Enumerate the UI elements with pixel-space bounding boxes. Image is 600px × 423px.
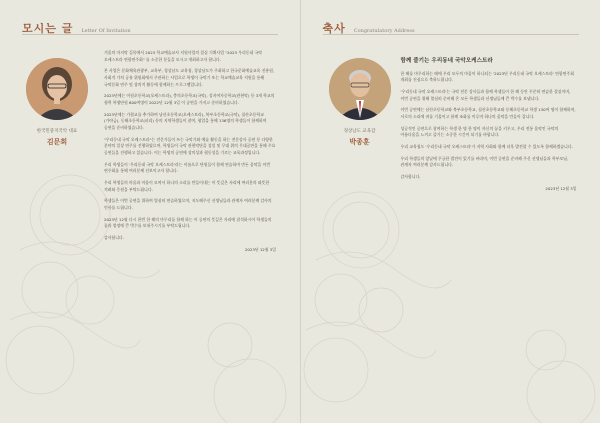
header-divider: [22, 34, 278, 35]
invitation-title: 모시는 글: [22, 22, 74, 35]
portrait-caption: [324, 128, 396, 147]
congratulatory-body: [401, 58, 577, 193]
paragraph: '우리동네 국악 오케스트라'는 국악 전문 강사들과 함께 학생들이 한 해 동안 꾸준히 연습한 결실이며, 이번 공연을 위해 열심히 준비해 온 모든 학생들과 선생님들께 큰 박수를 보냅니다.: [400, 88, 571, 101]
paragraph: 우리 학생들의 마음과 마음이 모여서 하나의 소리를 만들어내는 이 뜻깊은 자리에 여러분의 따뜻한 격려와 응원을 부탁드립니다.: [104, 180, 270, 192]
paragraph: 감사합니다.: [400, 174, 421, 180]
congratulatory-page: [301, 0, 600, 423]
paragraph: "우리동네 국악 오케스트라"는 전문가들이 쓰는 국악기와 예술 활동을 하는 전문강사 공연 등 다양한 분야의 일상 연주를 진행하였으며, 학생들이 국악 관현악단을 창설 및 무대 위의 무대공연을 통해 주요 공연들을 진행하고 있습니다. 이는 학생의 공연에 창의성과 협동성을 기르는 교육과정입니다.: [104, 136, 276, 155]
paragraph: 성공적인 공연으로 참여하는 학생 한 명 한 명이 자신의 꿈을 키우고, 우리 전통 음악인 국악의 아름다움을 느끼고 즐기는 소중한 시간이 되기를 바랍니다.: [400, 125, 559, 138]
congratulatory-date: 2023년 12월 3일: [545, 186, 577, 192]
paragraph: 2023년 12월 다시 한번 한 해의 마무리를 함께 하는 이 공연의 뜻깊은 자리에 참석하시어 학생들의 꿈과 열정에 큰 박수를 보내주시기를 부탁드립니다.: [104, 216, 272, 229]
portrait-photo: [329, 58, 391, 120]
paragraph: 학생들은 이번 공연을 위하여 열심히 연습하였으며, 지도해주신 선생님들과 관계자 여러분께 감사의 인사를 드립니다.: [104, 198, 272, 210]
author-name: 김문희: [46, 138, 68, 146]
author-role: 한국민중지국악 대표: [36, 129, 78, 134]
invitation-date: 2023년 12월 3일: [244, 246, 276, 252]
paragraph: 우리 학생들의 앞날에 무궁한 발전이 있기를 바라며, 이번 공연을 준비해 주신 선생님들과 학부모님, 관계자 여러분께 감사드립니다.: [400, 155, 569, 168]
paragraph: 이번 공연에는 남산초등학교와 북부초등학교, 칠산초등학교와 동해초등학교 학생 130여 명이 함께하며, 서로의 소리에 귀를 기울이고 함께 조화를 이루며 하나의 음악을 만들어 갑니다.: [400, 107, 576, 119]
paragraph: 2023년에는 가협교를 추가하여 남산초등학교(오케스트라), 북부초등학교(국악), 칠산초등학교(가야금), 동해초등학교(피리) 등의 지역학생들이 참여, 협업을 통해 136명의 학생들이 함께하며 공연을 준비하였습니다.: [104, 111, 267, 130]
portrait-photo: [26, 58, 88, 120]
paragraph: 감사합니다.: [104, 235, 125, 241]
paragraph: 본 사업은 문화체육관광부, 교육부, 경상남도 교육청, 경상남도가 주최하고 한국문화예술교육 진흥원, 사회적 가치 공유 위원회에서 주관하는 사업으로 학생이 국악기 또는 학교예술교육 지원을 통해 국악문화 연주 및 창의적 활동에 함께하는 프로그램입니다.: [104, 68, 275, 87]
paragraph: 우리 학생들이 '우리동네 국악 오케스트라'라는 이름으로 단원들이 함께 연습하며 만든 음악을 이번 연주회를 통해 여러분께 선보이고자 합니다.: [104, 161, 271, 174]
congratulatory-subtitle: Congratulatory Address: [353, 28, 415, 34]
portrait-caption: [21, 128, 93, 147]
paragraph: 2023년에는 이원초등학교(오케스트라), 충의초등학교(국악), 성지여자중학교(관현악) 등 3개 학교의 협력 학생단원 600여명이 2022년 12월 3일 이 공연을 가지고 준비하였습니다.: [104, 93, 275, 105]
author-name: 박종훈: [349, 138, 370, 146]
paragraph: 우리 교육청도 '우리동네 국악 오케스트라'가 지역 사회와 함께 더욱 발전할 수 있도록 함께하겠습니다.: [400, 144, 573, 150]
paragraph: 한 해를 마무리하는 때에 우리 모두의 마음이 하나되는 '2023년 우리동네 국악 오케스트라' 연합연주회 개최를 진심으로 축하드립니다.: [400, 70, 574, 83]
invitation-subtitle: Letter Of Invitation: [81, 28, 131, 34]
body-title: 함께 즐기는 우리동네 국악오케스트라: [400, 58, 493, 64]
header-divider: [323, 34, 579, 35]
congratulatory-title: 축사: [322, 22, 346, 35]
invitation-body: [104, 50, 276, 254]
author-role: 경상남도 교육감: [343, 129, 376, 134]
paragraph: 겨울의 마지막 길목에서 2023 학교예술교사 지원사업의 결실 기획사업 "2023 우리동네 국악 오케스트라 연합연주회" 를 소중한 분들을 모시고 개최하고자 합니다.: [104, 50, 262, 62]
